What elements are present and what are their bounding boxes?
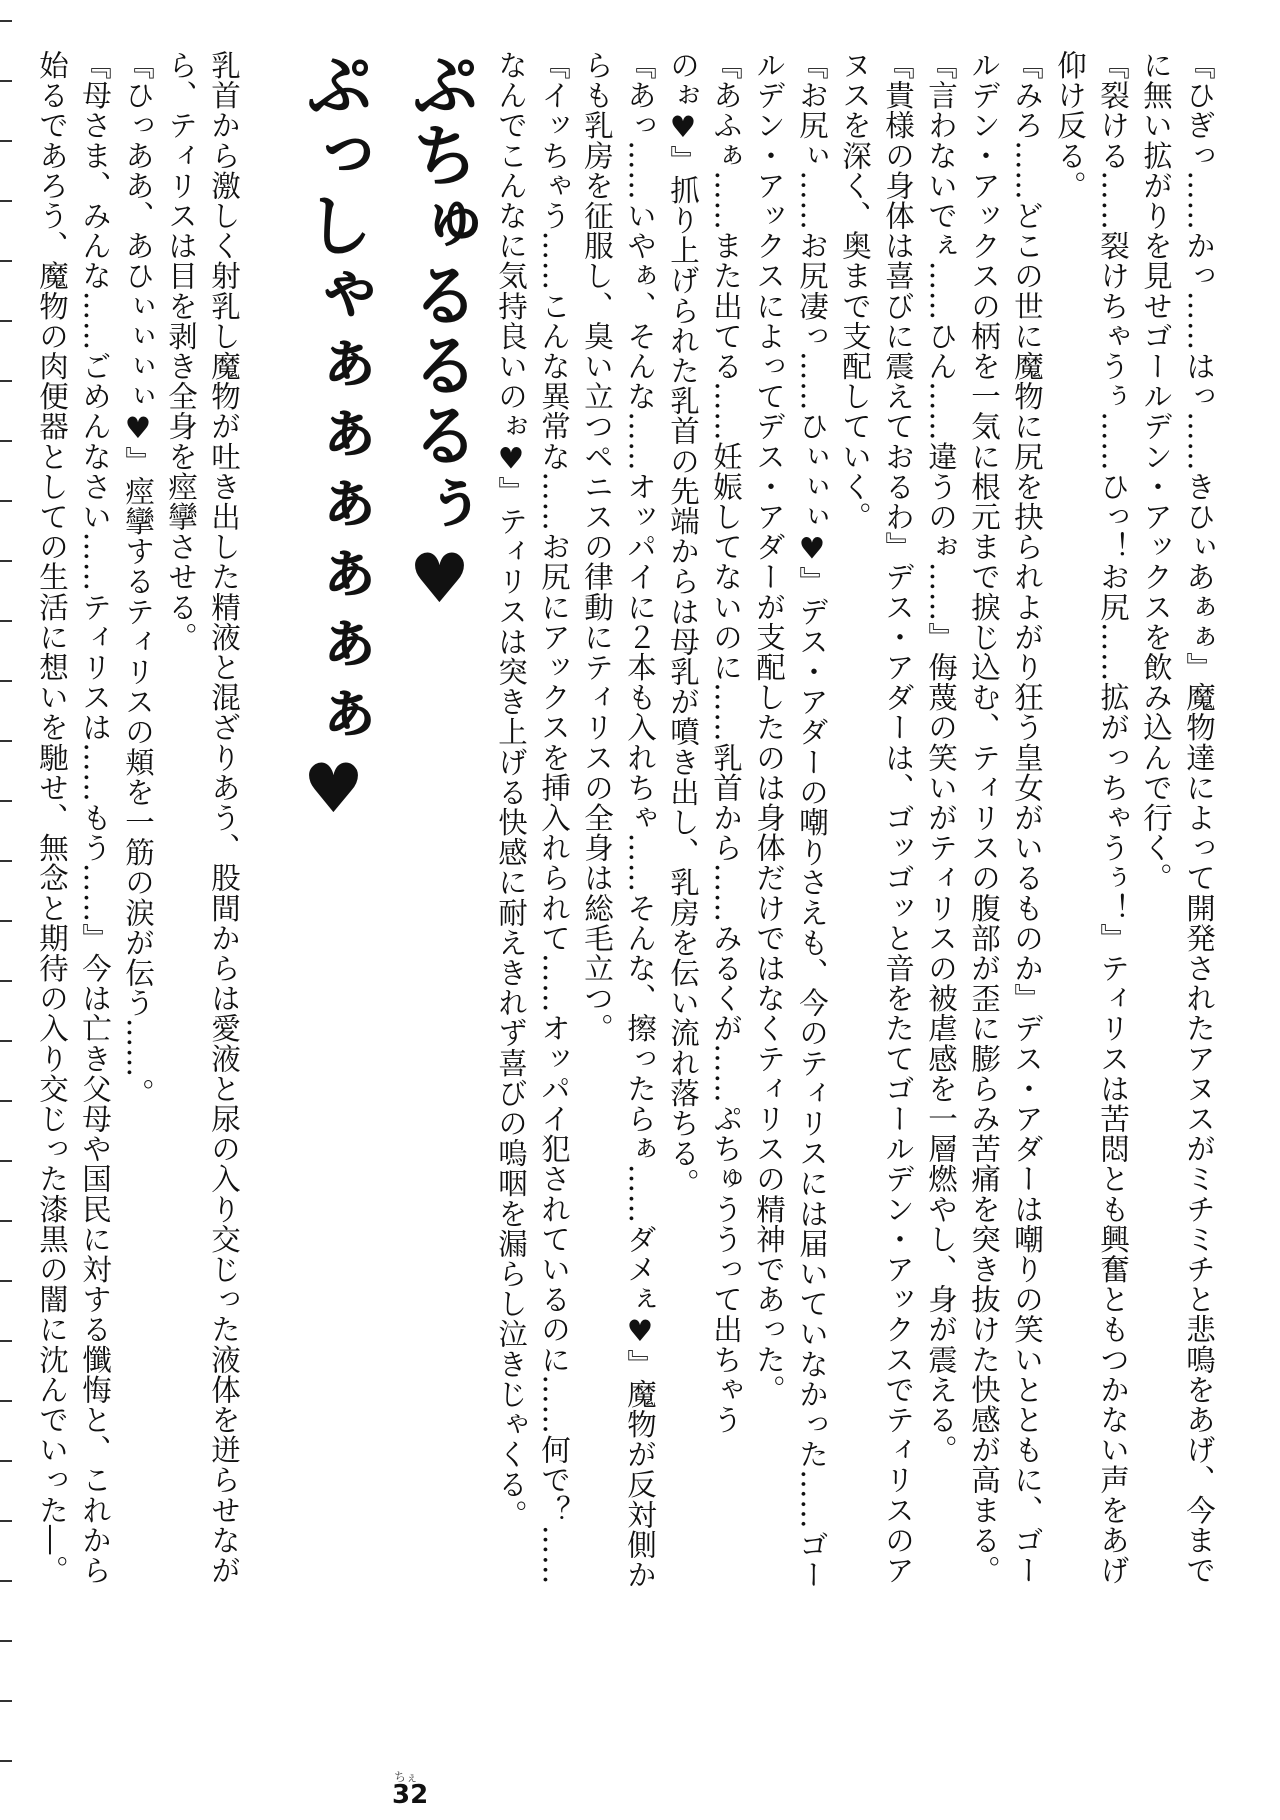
text-line: なんでこんなに気持良いのぉ♥』ティリスは突き上げる快感に耐えきれず喜びの嗚咽を漏らし泣きじゃくる。 (494, 50, 528, 1530)
text-line: ルデン・アックスによってデス・アダーが支配したのは身体だけではなくティリスの精神であった。 (752, 50, 786, 1405)
text-line: のぉ♥』抓り上げられた乳首の先端からは母乳が噴き出し、乳房を伝い流れ落ちる。 (666, 50, 700, 1199)
vertical-text-body (35, 50, 1220, 1770)
sound-effect-text: ぷちゅるるるぅ♥ (400, 50, 479, 621)
text-line: 始るであろう、魔物の肉便器としての生活に想いを馳せ、無念と期待の入り交じった漆黒の闇に沈んでいった―。 (35, 50, 69, 1586)
text-line: ヌスを深く、奥まで支配していく。 (838, 50, 872, 532)
text-line: に無い拡がりを見せゴールデン・アックスを飲み込んで行く。 (1139, 50, 1173, 893)
text-line: ら、ティリスは目を剥き全身を痙攣させる。 (164, 50, 198, 652)
text-line: 『言わないでぇ……ひん……違うのぉ……』侮蔑の笑いがティリスの被虐感を一層燃やし、身が震える。 (924, 50, 958, 1465)
text-line: 『お尻ぃ……お尻凄っ……ひぃぃぃ♥』デス・アダーの嘲りさえも、今のティリスには届いていなかった……ゴー (795, 50, 829, 1590)
text-line: 『あふぁ……また出てる……妊娠してないのに……乳首から……みるくが……ぷちゅううって出ちゃう (709, 50, 743, 1435)
text-line: らも乳房を征服し、臭い立つペニスの律動にティリスの全身は総毛立つ。 (580, 50, 614, 1044)
text-line: 乳首から激しく射乳し魔物が吐き出した精液と混ざりあう、股間からは愛液と尿の入り交じった液体を迸らせなが (207, 50, 241, 1586)
text-line: 仰け反る。 (1053, 50, 1087, 201)
binding-edge (0, 20, 14, 1800)
page-number-mark: ちぇ (394, 1770, 419, 1784)
text-line: 『あっ……いやぁ、そんな……オッパイに２本も入れちゃ……そんな、擦ったらぁ……ダメぇ♥』魔物が反対側か (623, 50, 657, 1590)
sound-effect-text: ぷっしゃぁぁぁぁぁぁ♥ (294, 50, 373, 831)
text-line: ルデン・アックスの柄を一気に根元まで捩じ込む、ティリスの腹部が歪に膨らみ苦痛を突き抜けた快感が高まる。 (967, 50, 1001, 1586)
text-line: 『貴様の身体は喜びに震えておるわ』デス・アダーは、ゴッゴッと音をたてゴールデン・アックスでティリスのア (881, 50, 915, 1586)
text-line: 『イッちゃう……こんな異常な……お尻にアックスを挿入れられて……オッパイ犯されているのに……何で？…… (537, 50, 571, 1586)
text-line: 『ひっああ、あひぃぃぃぃ♥』痙攣するティリスの頬を一筋の涙が伝う……。 (121, 50, 155, 1108)
page-number: 32 (392, 1780, 429, 1810)
text-line: 『ひぎっ……かっ……はっ……きひぃあぁぁ』魔物達によって開発されたアヌスがミチミチと悲鳴をあげ、今まで (1182, 50, 1216, 1586)
spacer (245, 50, 259, 1770)
text-line: 『みろ……どこの世に魔物に尻を抉られよがり狂う皇女がいるものか』デス・アダーは嘲りの笑いとともに、ゴー (1010, 50, 1044, 1586)
text-line: 『母さま、みんな……ごめんなさい……ティリスは……もう……』今は亡き父母や国民に対する懺悔と、これから (78, 50, 112, 1586)
text-line: 『裂ける……裂けちゃうぅ……ひっ！お尻……拡がっちゃうぅ！』ティリスは苦悶とも興奮ともつかない声をあげ (1096, 50, 1130, 1586)
